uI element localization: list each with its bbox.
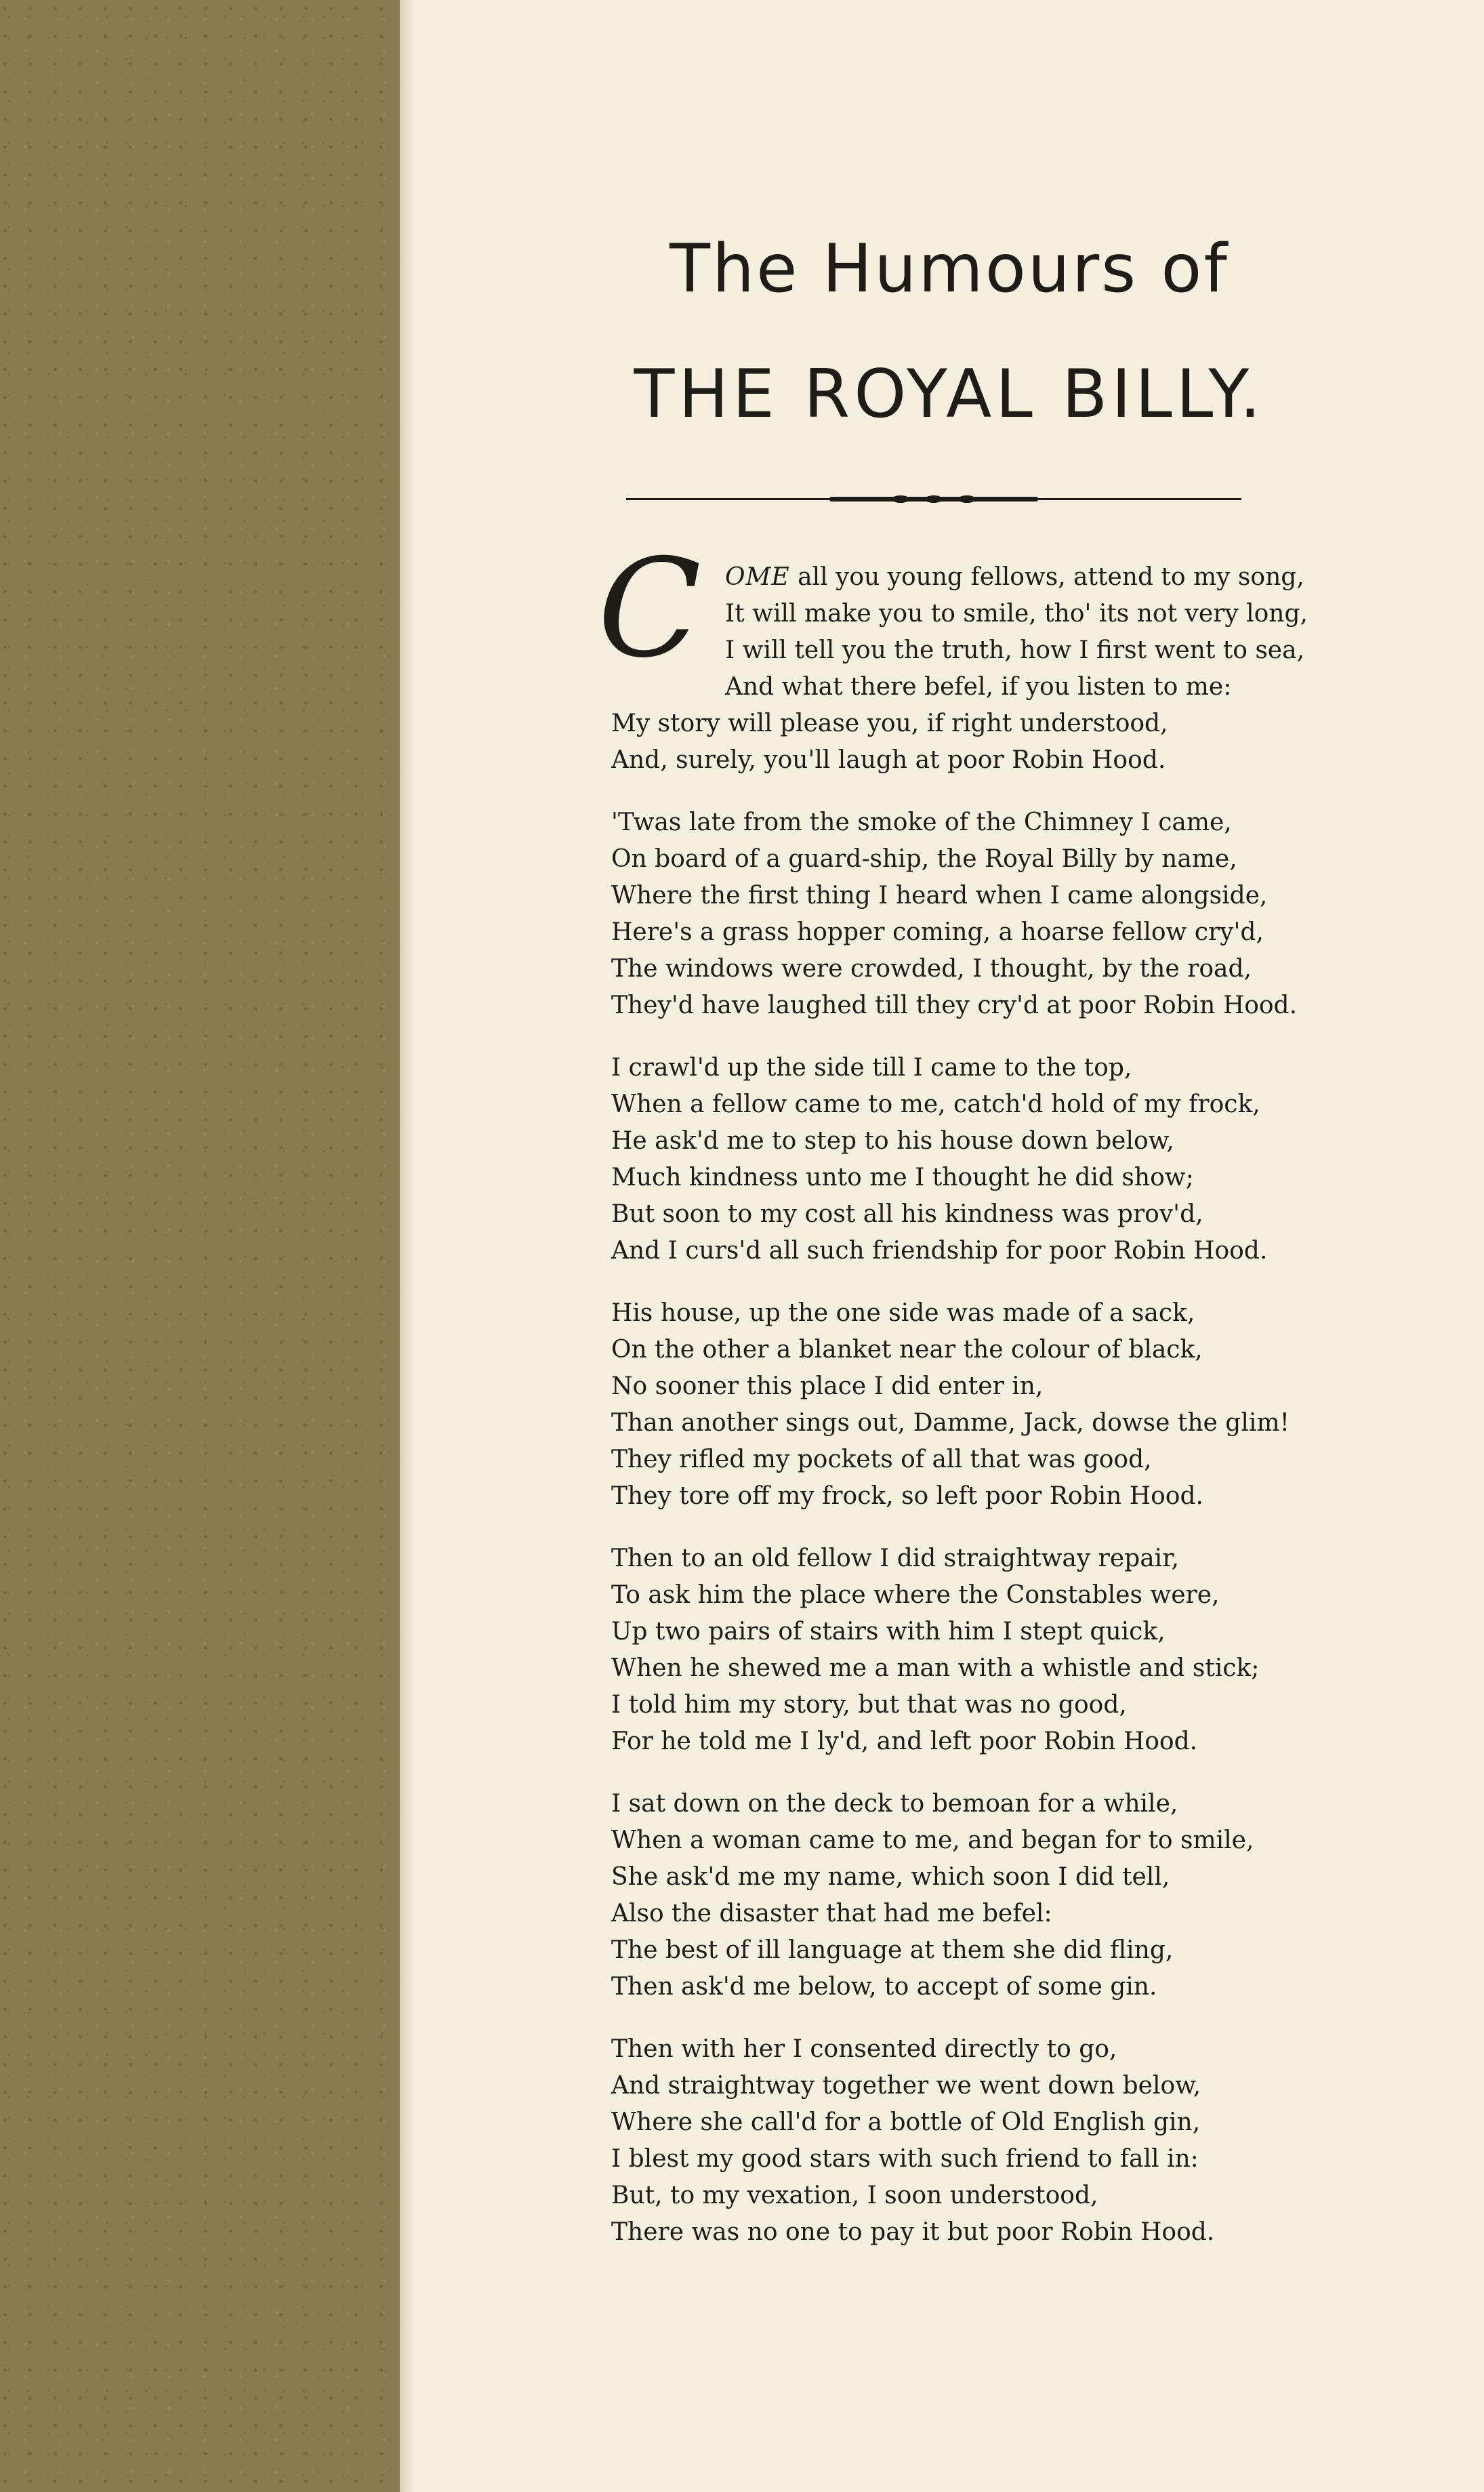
poem-line: Than another sings out, Damme, Jack, dowse the glim!: [611, 1409, 1290, 1437]
poem-line: They tore off my frock, so left poor Robin Hood.: [611, 1482, 1203, 1510]
stanza-2: [611, 804, 1451, 1024]
poem-line: And straightway together we went down below,: [611, 2072, 1201, 2100]
stanza-1: [598, 530, 1451, 779]
poem-line: My story will please you, if right understood,: [611, 710, 1168, 737]
poem-line: I crawl'd up the side till I came to the top,: [611, 1054, 1132, 1082]
poem-line: Then ask'd me below, to accept of some gin.: [611, 1973, 1157, 2001]
poem-line: Up two pairs of stairs with him I stept quick,: [611, 1618, 1166, 1646]
poem-line: His house, up the one side was made of a sack,: [611, 1299, 1195, 1327]
first-line-rest: all you young fellows, attend to my song,: [789, 563, 1304, 591]
poem-line: To ask him the place where the Constables were,: [611, 1581, 1220, 1609]
poem-line: And what there befel, if you listen to me:: [725, 673, 1232, 701]
stanza-4: [611, 1295, 1451, 1515]
poem-line: No sooner this place I did enter in,: [611, 1372, 1044, 1400]
poem-line: When he shewed me a man with a whistle and stick;: [611, 1654, 1260, 1682]
poem-line: Here's a grass hopper coming, a hoarse fellow cry'd,: [611, 918, 1264, 946]
poem-line: I blest my good stars with such friend to fall in:: [611, 2145, 1199, 2173]
poem-line: The windows were crowded, I thought, by the road,: [611, 955, 1252, 983]
poem-line: Where the first thing I heard when I came alongside,: [611, 882, 1268, 910]
poem-line: I told him my story, but that was no good,: [611, 1691, 1127, 1719]
poem-line: When a fellow came to me, catch'd hold of my frock,: [611, 1090, 1260, 1118]
page-gutter: [400, 0, 415, 2492]
ornamental-rule: [626, 495, 1241, 504]
poem: [598, 530, 1451, 2276]
page: [415, 0, 1484, 2492]
poem-line: For he told me I ly'd, and left poor Robin Hood.: [611, 1728, 1198, 1755]
poem-line: Then with her I consented directly to go,: [611, 2035, 1117, 2063]
poem-line: On board of a guard-ship, the Royal Billy by name,: [611, 845, 1237, 873]
poem-line: But soon to my cost all his kindness was prov'd,: [611, 1200, 1203, 1228]
poem-line: Much kindness unto me I thought he did show;: [611, 1164, 1194, 1191]
poem-line: On the other a blanket near the colour of black,: [611, 1336, 1203, 1364]
poem-line: Then to an old fellow I did straightway repair,: [611, 1545, 1179, 1572]
stanza-5: [611, 1540, 1451, 1760]
stanza-7: [611, 2031, 1451, 2251]
poem-line: Where she call'd for a bottle of Old English gin,: [611, 2108, 1201, 2136]
title-line-2: THE ROYAL BILLY.: [634, 356, 1265, 433]
poem-line: 'Twas late from the smoke of the Chimney I came,: [611, 809, 1232, 836]
poem-line: Also the disaster that had me befel:: [611, 1900, 1052, 1927]
poem-line: There was no one to pay it but poor Robin Hood.: [611, 2218, 1215, 2246]
poem-line: It will make you to smile, tho' its not very long,: [725, 600, 1308, 628]
title-line-1: The Humours of: [669, 230, 1229, 308]
poem-line: And, surely, you'll laugh at poor Robin Hood.: [611, 746, 1166, 774]
drop-cap: C: [598, 530, 702, 688]
poem-line: I sat down on the deck to bemoan for a while,: [611, 1790, 1178, 1818]
stanza-6: [611, 1786, 1451, 2005]
poem-line: The best of ill language at them she did fling,: [611, 1936, 1174, 1964]
first-word: OME: [725, 563, 790, 591]
poem-line: And I curs'd all such friendship for poor Robin Hood.: [611, 1237, 1268, 1265]
book-binding-edge: [0, 0, 400, 2492]
poem-line: They'd have laughed till they cry'd at poor Robin Hood.: [611, 992, 1298, 1019]
poem-line: When a woman came to me, and began for to smile,: [611, 1826, 1254, 1854]
stanza-3: [611, 1050, 1451, 1269]
poem-line: They rifled my pockets of all that was good,: [611, 1446, 1152, 1473]
poem-line: She ask'd me my name, which soon I did tell,: [611, 1863, 1170, 1891]
poem-line: But, to my vexation, I soon understood,: [611, 2182, 1098, 2209]
poem-line: I will tell you the truth, how I first went to sea,: [725, 636, 1305, 664]
poem-line: [611, 559, 1451, 596]
poem-line: He ask'd me to step to his house down below,: [611, 1127, 1174, 1155]
